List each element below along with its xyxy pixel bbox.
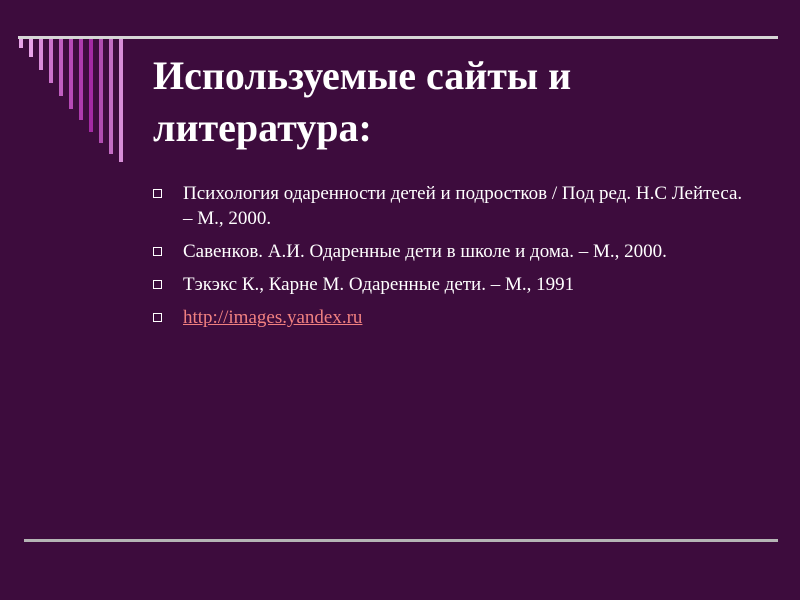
reference-item-3	[152, 272, 752, 297]
square-bullet-icon	[153, 189, 162, 198]
stripe-8	[89, 39, 93, 132]
reference-link[interactable]: http://images.yandex.ru	[183, 307, 363, 328]
stripe-5	[59, 39, 63, 96]
reference-text: Савенков. А.И. Одаренные дети в школе и дома. – М., 2000.	[183, 241, 667, 262]
references-list	[152, 181, 752, 338]
bottom-divider	[24, 539, 778, 542]
stripe-3	[39, 39, 43, 70]
square-bullet-icon	[153, 313, 162, 322]
slide-title: Используемые сайты и литература:	[153, 53, 572, 150]
stripe-10	[109, 39, 113, 154]
stripe-1	[19, 39, 23, 48]
reference-text: Психология одаренности детей и подростков / Под ред. Н.С Лейтеса. – М., 2000.	[183, 183, 743, 229]
top-divider	[18, 36, 778, 39]
square-bullet-icon	[153, 247, 162, 256]
stripe-11	[119, 39, 123, 162]
decorative-stripes	[0, 0, 140, 170]
reference-text: Тэкэкс К., Карне М. Одаренные дети. – М., 1991	[183, 274, 575, 295]
reference-item-4	[152, 305, 752, 330]
stripe-7	[79, 39, 83, 120]
stripe-9	[99, 39, 103, 143]
reference-item-1	[152, 181, 752, 231]
reference-item-2	[152, 239, 752, 264]
stripe-6	[69, 39, 73, 109]
stripe-2	[29, 39, 33, 57]
stripe-4	[49, 39, 53, 83]
square-bullet-icon	[153, 280, 162, 289]
